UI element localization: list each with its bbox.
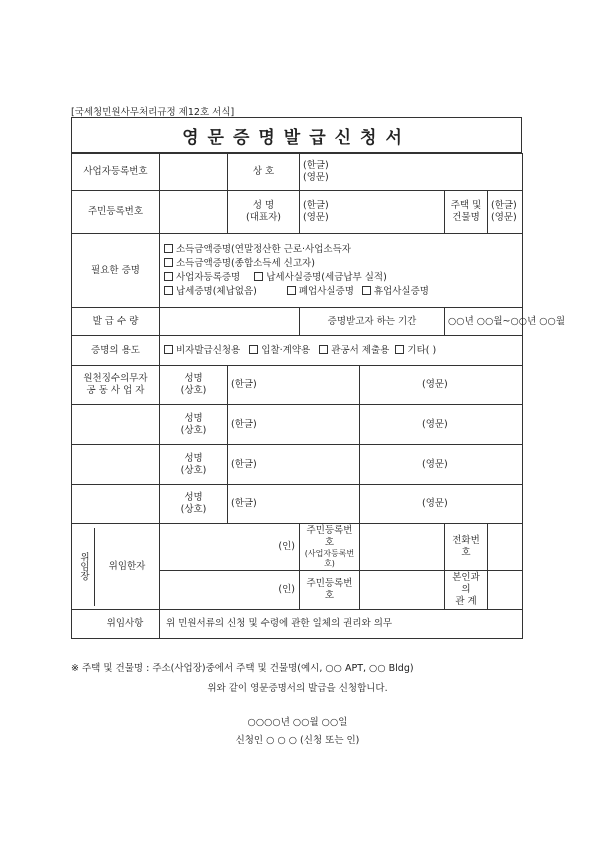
footnote: ※ 주택 및 건물명 : 주소(사업장)중에서 주택 및 건물명(예시, ○○ APT, ○○ Bldg) (71, 663, 414, 674)
row-withholding-3 (72, 445, 523, 485)
withholding-english[interactable]: (영문) (360, 405, 523, 445)
row-withholding-4 (72, 485, 523, 524)
form-title: 영문증명발급신청서 (71, 117, 522, 153)
cert-option-biz-reg[interactable]: 사업자등록증명 (164, 272, 240, 283)
trade-name-english: (영문) (303, 172, 329, 183)
applicant-signature: 신청인 ○ ○ ○ (신청 또는 인) (235, 735, 360, 746)
row-delegator (72, 524, 523, 571)
delegation-matters-label: 위임사항 (72, 610, 160, 639)
withholding-korean[interactable]: (한글) (228, 445, 360, 485)
row-resident-reg (72, 191, 523, 234)
biz-reg-no-field[interactable] (160, 154, 228, 191)
delegatee-res-reg-field[interactable] (360, 571, 445, 610)
relation-label: 본인과의 관 계 (445, 571, 488, 610)
biz-reg-no-label: 사업자등록번호 (72, 154, 160, 191)
withholding-korean[interactable]: (한글) (228, 485, 360, 524)
cert-period-field[interactable]: ○○년 ○○월~○○년 ○○월 (445, 308, 523, 336)
trade-name-korean: (한글) (303, 160, 329, 171)
issue-qty-field[interactable] (160, 308, 300, 336)
seal-mark: (인) (278, 584, 295, 595)
withholding-blank (72, 405, 160, 445)
checkbox-icon (164, 345, 173, 354)
cert-option-closure[interactable]: 폐업사실증명 (287, 286, 354, 297)
seal-mark: (인) (278, 541, 295, 552)
use-option-visa[interactable]: 비자발급신청용 (164, 345, 240, 356)
trade-name-field[interactable] (300, 154, 523, 191)
required-cert-label: 필요한 증명 (72, 234, 160, 308)
name-korean: (한글) (303, 200, 329, 211)
withholding-name-label: 성명 (상호) (160, 445, 228, 485)
withholding-label-1: 원천징수의무자 (83, 373, 148, 384)
withholding-english[interactable]: (영문) (360, 445, 523, 485)
withholding-blank (72, 485, 160, 524)
delegator-seal-field[interactable] (160, 524, 300, 571)
row-cert-use (72, 336, 523, 366)
checkbox-icon (164, 272, 173, 281)
delegator-res-reg-field[interactable] (360, 524, 445, 571)
phone-label: 전화번호 (445, 524, 488, 571)
cert-option-tax-payment[interactable]: 납세증명(체납없음) (164, 286, 257, 297)
application-date: ○○○○년 ○○월 ○○일 (247, 717, 348, 728)
address-label (445, 191, 488, 234)
relation-field[interactable] (488, 571, 523, 610)
withholding-blank (72, 445, 160, 485)
row-withholding-2 (72, 405, 523, 445)
withholding-korean[interactable]: (한글) (228, 405, 360, 445)
withholding-name-label: 성명 (상호) (160, 405, 228, 445)
use-option-other[interactable]: 기타( ) (395, 345, 436, 356)
name-label (228, 191, 300, 234)
name-rep-label-text: (대표자) (246, 212, 281, 223)
application-form-table (71, 153, 566, 639)
trade-name-label: 상 호 (228, 154, 300, 191)
delegatee-seal-field[interactable] (160, 571, 300, 610)
cert-period-label: 증명받고자 하는 기간 (300, 308, 445, 336)
address-english: (영문) (491, 212, 517, 223)
withholding-english[interactable]: (영문) (360, 366, 523, 405)
required-cert-options (160, 234, 523, 308)
use-option-office[interactable]: 관공서 제출용 (319, 345, 389, 356)
checkbox-icon (249, 345, 258, 354)
name-english: (영문) (303, 212, 329, 223)
cert-option-tax-payment-fact[interactable]: 납세사실증명(세금납부 실적) (254, 272, 387, 283)
checkbox-icon (319, 345, 328, 354)
cert-use-options (160, 336, 523, 366)
checkbox-icon (164, 258, 173, 267)
delegation-matters-text: 위 민원서류의 신청 및 수령에 관한 일체의 권리와 의무 (160, 610, 523, 639)
issue-qty-label: 발 급 수 량 (72, 308, 160, 336)
resident-reg-no-field[interactable] (160, 191, 228, 234)
checkbox-icon (254, 272, 263, 281)
cert-option-suspension[interactable]: 휴업사실증명 (362, 286, 429, 297)
checkbox-icon (395, 345, 404, 354)
address-label-1: 주택 및 (450, 200, 482, 211)
declaration-text: 위와 같이 영문증명서의 발급을 신청합니다. (207, 683, 388, 694)
checkbox-icon (362, 286, 371, 295)
name-field[interactable] (300, 191, 445, 234)
checkbox-icon (287, 286, 296, 295)
row-withholding-1 (72, 366, 523, 405)
withholding-korean[interactable]: (한글) (228, 366, 360, 405)
resident-reg-no-label: 주민등록번호 (72, 191, 160, 234)
row-delegation-matters (72, 610, 523, 639)
row-biz-reg (72, 154, 523, 191)
checkbox-icon (164, 244, 173, 253)
cert-use-label: 증명의 용도 (72, 336, 160, 366)
delegator-label: 위임한자 (108, 560, 146, 572)
withholding-label (72, 366, 160, 405)
phone-field[interactable] (488, 524, 523, 571)
delegatee-res-reg-label: 주민등록번호 (300, 571, 360, 610)
delegation-cell (72, 524, 160, 610)
checkbox-icon (164, 286, 173, 295)
cert-option-income-global[interactable]: 소득금액증명(종합소득세 신고자) (164, 258, 315, 269)
row-issue-qty (72, 308, 523, 336)
withholding-name-label: 성명 (상호) (160, 366, 228, 405)
delegation-vertical-label: 위임장 (72, 528, 95, 606)
withholding-label-2: 공 동 사 업 자 (86, 385, 145, 396)
form-reference: [국세청민원사무처리규정 제12호 서식] (71, 107, 235, 118)
name-label-text: 성 명 (252, 200, 275, 211)
address-field[interactable] (488, 191, 523, 234)
use-option-bid[interactable]: 입찰·계약용 (249, 345, 310, 356)
address-label-2: 건물명 (452, 212, 480, 223)
cert-option-income-yearend[interactable]: 소득금액증명(연말정산한 근로·사업소득자 (164, 244, 351, 255)
address-korean: (한글) (491, 200, 517, 211)
row-required-cert (72, 234, 523, 308)
withholding-english[interactable]: (영문) (360, 485, 523, 524)
withholding-name-label: 성명 (상호) (160, 485, 228, 524)
delegator-res-reg-label: 주민등록번호 (사업자등록번호) (300, 524, 360, 571)
